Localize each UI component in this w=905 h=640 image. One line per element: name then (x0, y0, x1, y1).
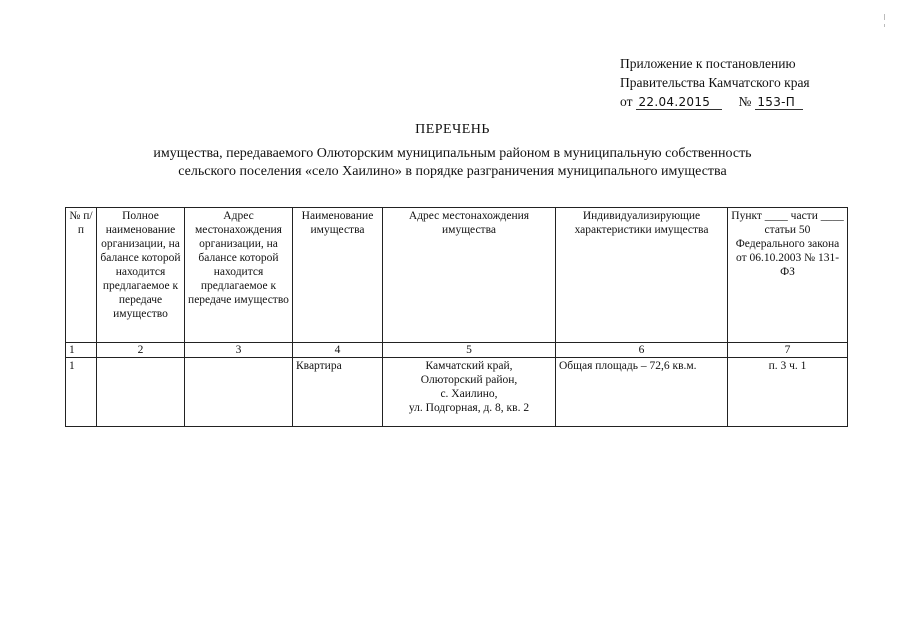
appendix-line-1: Приложение к постановлению (620, 56, 796, 71)
appendix-line-3 (620, 92, 810, 111)
column-number: 2 (97, 343, 185, 358)
appendix-line-2: Правительства Камчатского края (620, 75, 810, 90)
header-org-name: Полное наименование организации, на балансе которой находится предлагаемое к передаче имущество (97, 208, 185, 343)
header-law-clause: Пункт ____ части ____ статьи 50 Федерального закона от 06.10.2003 № 131-ФЗ (728, 208, 848, 343)
date-prefix: от (620, 94, 633, 109)
column-number: 6 (556, 343, 728, 358)
cell-num: 1 (66, 358, 97, 427)
header-characteristics: Индивидуализирующие характеристики имущества (556, 208, 728, 343)
scan-speck (884, 24, 885, 27)
scan-speck (884, 14, 885, 20)
table-row (66, 358, 848, 427)
address-line: с. Хаилино, (440, 388, 498, 400)
table-header-row (66, 208, 848, 343)
property-table (65, 207, 848, 427)
appendix-header (620, 54, 810, 111)
header-org-address: Адрес местонахождения организации, на балансе которой находится предлагаемое к передаче имущество (185, 208, 293, 343)
document-subtitle (0, 145, 905, 181)
cell-property-address (383, 358, 556, 427)
number-prefix: № (738, 94, 752, 109)
column-number: 1 (66, 343, 97, 358)
header-property-name: Наименование имущества (293, 208, 383, 343)
cell-property-name: Квартира (293, 358, 383, 427)
cell-law-clause: п. 3 ч. 1 (728, 358, 848, 427)
column-number: 7 (728, 343, 848, 358)
handwritten-number: 153-П (755, 95, 803, 110)
address-line: Камчатский край, (425, 360, 513, 372)
handwritten-date: 22.04.2015 (636, 95, 722, 110)
column-number-row (66, 343, 848, 358)
subtitle-line-1: имущества, передаваемого Олюторским муниципальным районом в муниципальную собственность (153, 146, 752, 161)
column-number: 3 (185, 343, 293, 358)
cell-org-name (97, 358, 185, 427)
header-num: № п/п (66, 208, 97, 343)
address-line: Олюторский район, (420, 374, 518, 386)
address-line: ул. Подгорная, д. 8, кв. 2 (408, 402, 530, 414)
cell-characteristics: Общая площадь – 72,6 кв.м. (556, 358, 728, 427)
document-title: ПЕРЕЧЕНЬ (415, 122, 490, 137)
column-number: 4 (293, 343, 383, 358)
column-number: 5 (383, 343, 556, 358)
cell-org-address (185, 358, 293, 427)
header-property-address: Адрес местонахождения имущества (383, 208, 556, 343)
subtitle-line-2: сельского поселения «село Хаилино» в порядке разграничения муниципального имущества (178, 164, 727, 179)
